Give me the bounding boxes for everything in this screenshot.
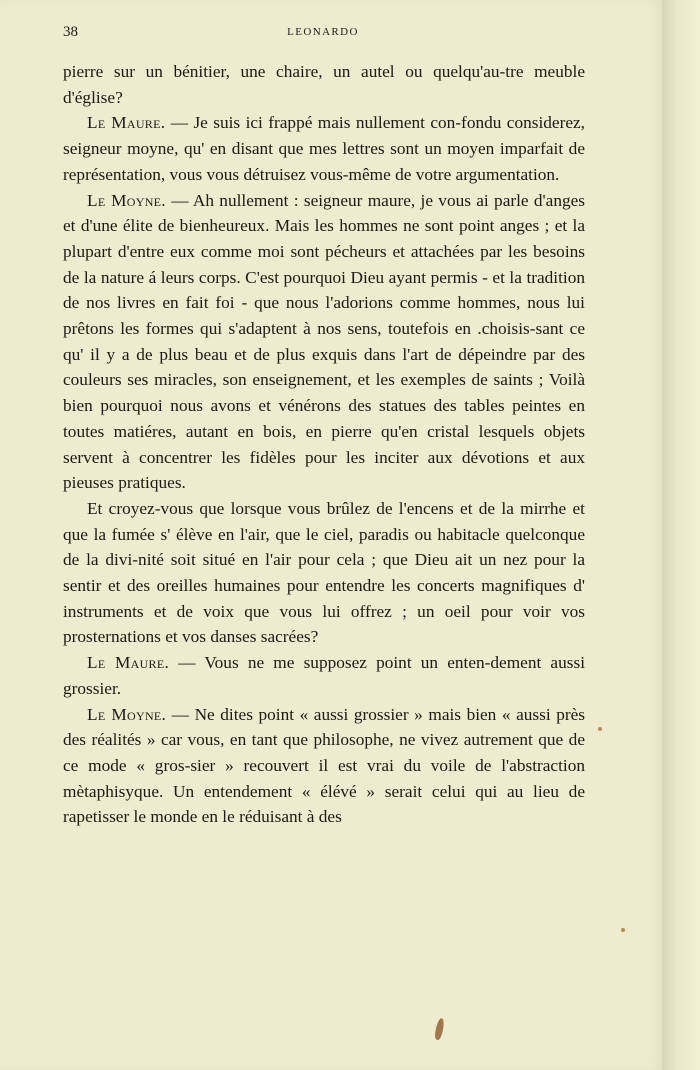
running-head: LEONARDO <box>287 26 359 38</box>
speaker-label: Le Maure. <box>87 113 166 133</box>
speaker-label: Le Maure. <box>87 653 170 673</box>
speaker-label: Le Moyne. <box>87 190 166 210</box>
paragraph-text: — Ah nullement : seigneur maure, je vous ai parle d'anges et d'une élite de bienheureux. Mais les hommes ne sont point anges ; et la plupart d'entre eux comme moi sont pécheurs et attachées par les besoins de la nature á leurs corps. C'est pourquoi Dieu ayant permis - et la tradition de nos livres en fait foi - que nous l'adorions comme hommes, nous lui prêtons les formes qui s'adaptent à nos sens, toutefois en .choisis-sant ce qu' il y a de plus beau et de plus exquis dans l'art de dépeindre par des couleurs ses miracles, son enseignement, et les exemples de saints ; Voilà bien pourquoi nous avons et vénérons des statues des tables peintes en toutes matiéres, autant en bois, en pierre qu'en cristal lesquels objets servent à concentrer les fidèles pour les inciter aux dévotions et aux pieuses pratiques. <box>63 190 586 493</box>
paragraph-text: pierre sur un bénitier, une chaire, un autel ou quelqu'au-tre meuble d'église? <box>63 62 585 107</box>
paper-speck <box>621 928 625 932</box>
paper-speck <box>598 727 602 731</box>
paragraph <box>63 702 585 831</box>
paragraph <box>63 650 585 701</box>
paragraph <box>63 496 585 650</box>
page-number: 38 <box>63 24 78 40</box>
body-text <box>63 59 585 830</box>
paragraph-text: — Je suis ici frappé mais nullement con-fondu considerez, seigneur moyne, qu' en disant que mes lettres sont un moyen imparfait de représentation, vous vous détruisez vous-même de votre argumentation. <box>63 113 585 184</box>
paragraph-text: — Vous ne me supposez point un enten-dement aussi grossier. <box>63 653 585 698</box>
page-edge <box>662 0 700 1070</box>
paragraph-text: Et croyez-vous que lorsque vous brûlez de l'encens et de la mirrhe et que la fumée s' élève en l'air, que le ciel, paradis ou habitacle quelconque de la divi-nité soit situé en l'air pour cela ; que Dieu ait un nez pour la sentir et des oreilles humaines pour entendre les concerts magnifiques d' instruments et de voix que vous lui offrez ; un oeil pour voir vos prosternations et vos danses sacrées? <box>63 498 585 647</box>
paragraph <box>63 110 585 187</box>
paragraph-text: — Ne dites point « aussi grossier » mais bien « aussi près des réalités » car vous, en tant que philosophe, ne vivez autrement que de ce mode « gros-sier » recouvert il est vrai du voile de l'abstraction mètaphisyque. Un entendement « élévé » serait celui qui au lieu de rapetisser le monde en le réduisant à des <box>63 704 586 827</box>
paragraph <box>63 188 585 496</box>
paragraph <box>63 59 585 110</box>
page-header <box>63 24 583 44</box>
speaker-label: Le Moyne. <box>87 704 167 724</box>
